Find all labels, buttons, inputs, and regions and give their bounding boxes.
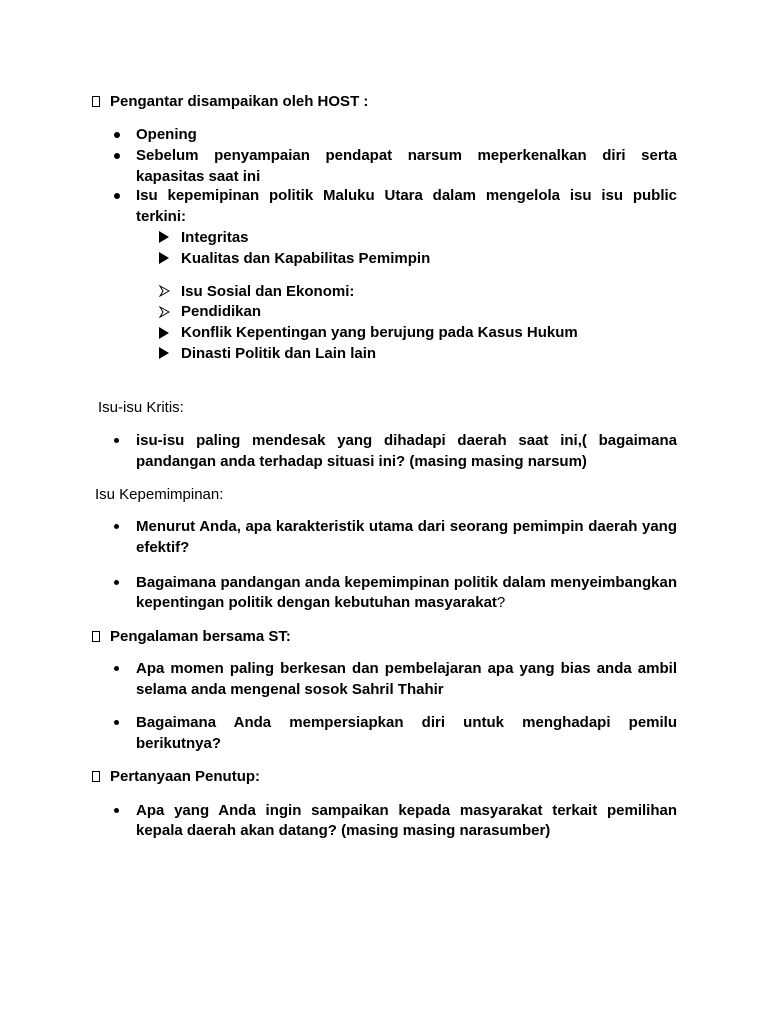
- arrow-bullet-icon: [159, 252, 169, 264]
- bullet-icon: [114, 666, 119, 671]
- heading-pengalaman: Pengalaman bersama ST:: [110, 628, 291, 645]
- list-item-line: kepala daerah akan datang? (masing masing narasumber): [136, 822, 551, 839]
- list-item-line: Sebelum penyampaian pendapat narsum meperkenalkan diri serta: [136, 147, 677, 164]
- heading-kritis: Isu-isu Kritis:: [98, 399, 184, 416]
- sub-item: Pendidikan: [181, 303, 262, 320]
- checkbox-glyph-icon: [92, 96, 100, 107]
- arrow-bullet-icon: [159, 231, 169, 243]
- sub-item: Isu Sosial dan Ekonomi:: [181, 283, 355, 300]
- list-item-line: Isu kepemipinan politik Maluku Utara dalam mengelola isu isu public: [136, 187, 677, 204]
- outline-arrow-bullet-icon: [159, 285, 170, 297]
- checkbox-glyph-icon: [92, 631, 100, 642]
- bullet-icon: [114, 720, 119, 725]
- question-mark: ?: [496, 594, 506, 611]
- list-item-line: Bagaimana pandangan anda kepemimpinan politik dalam menyeimbangkan: [136, 574, 677, 591]
- list-item-line: berikutnya?: [136, 735, 222, 752]
- list-item-opening: Opening: [136, 126, 197, 143]
- bullet-icon: [114, 438, 119, 443]
- list-item-line-wrapper: [136, 593, 505, 613]
- list-item-line: isu-isu paling mendesak yang dihadapi daerah saat ini,( bagaimana: [136, 432, 677, 449]
- list-item-line: selama anda mengenal sosok Sahril Thahir: [136, 681, 444, 698]
- outline-arrow-bullet-icon: [159, 306, 170, 318]
- bullet-icon: [114, 808, 119, 813]
- list-item-line: efektif?: [136, 539, 190, 556]
- bullet-icon: [114, 193, 120, 199]
- sub-item: Konflik Kepentingan yang berujung pada Kasus Hukum: [181, 324, 578, 341]
- list-item-line: pandangan anda terhadap situasi ini? (masing masing narsum): [136, 453, 587, 470]
- bullet-icon: [114, 153, 120, 159]
- sub-item: Kualitas dan Kapabilitas Pemimpin: [181, 250, 431, 267]
- list-item-line: kepentingan politik dengan kebutuhan masyarakat: [136, 594, 497, 611]
- arrow-bullet-icon: [159, 327, 169, 339]
- bullet-icon: [114, 524, 119, 529]
- bullet-icon: [114, 132, 120, 138]
- sub-item: Dinasti Politik dan Lain lain: [181, 345, 377, 362]
- list-item-line: terkini:: [136, 208, 187, 225]
- list-item-line: kapasitas saat ini: [136, 168, 261, 185]
- arrow-bullet-icon: [159, 347, 169, 359]
- heading-kepemimpinan: Isu Kepemimpinan:: [95, 486, 224, 503]
- list-item-line: Bagaimana Anda mempersiapkan diri untuk menghadapi pemilu: [136, 714, 677, 731]
- bullet-icon: [114, 580, 119, 585]
- heading-host: Pengantar disampaikan oleh HOST :: [110, 93, 369, 110]
- list-item-line: Apa yang Anda ingin sampaikan kepada masyarakat terkait pemilihan: [136, 802, 677, 819]
- heading-penutup: Pertanyaan Penutup:: [110, 768, 261, 785]
- list-item-line: Menurut Anda, apa karakteristik utama dari seorang pemimpin daerah yang: [136, 518, 677, 535]
- checkbox-glyph-icon: [92, 771, 100, 782]
- sub-item: Integritas: [181, 229, 249, 246]
- list-item-line: Apa momen paling berkesan dan pembelajaran apa yang bias anda ambil: [136, 660, 677, 677]
